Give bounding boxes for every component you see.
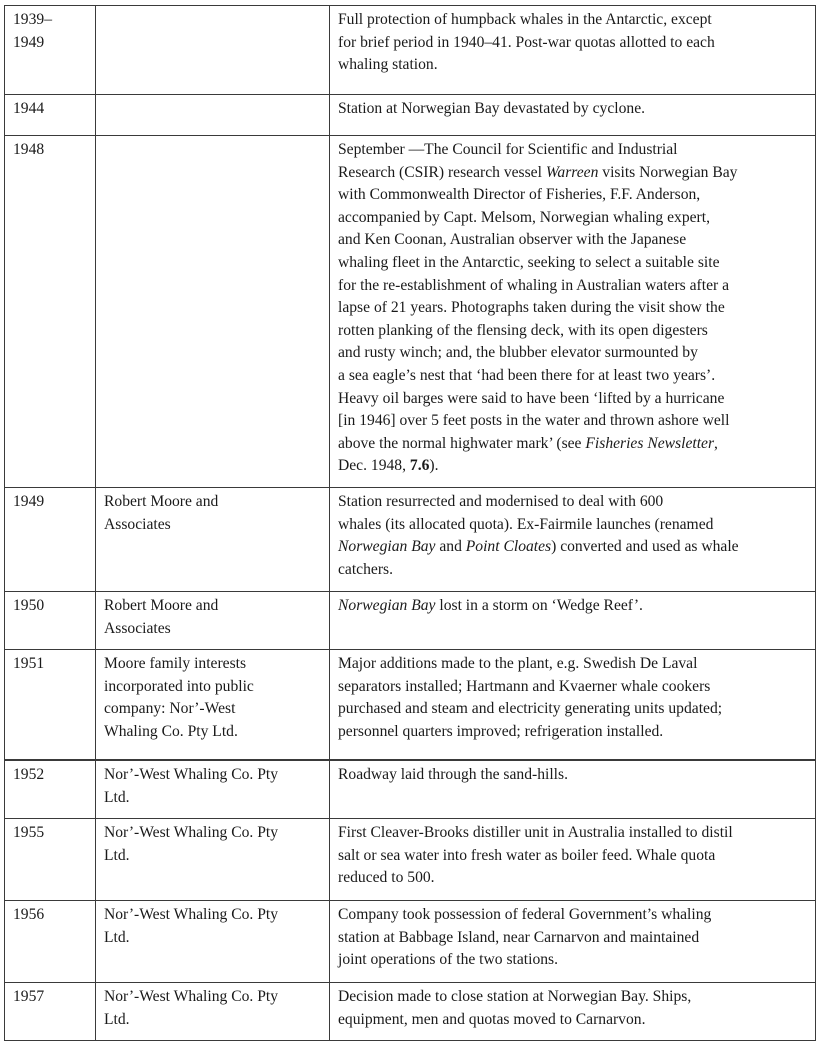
- cell-line: 1939–: [13, 11, 52, 28]
- text-run: Decision made to close station at Norwegian Bay. Ships,: [338, 988, 692, 1005]
- year-cell: [5, 901, 96, 983]
- year-cell: [5, 95, 96, 136]
- event-line: [338, 162, 807, 185]
- event-line: [338, 536, 807, 559]
- italic-text: Warreen: [545, 163, 599, 181]
- event-line: [338, 229, 807, 252]
- text-run: lapse of 21 years. Photographs taken during the visit show the: [338, 299, 725, 317]
- event-line: [338, 949, 807, 972]
- event-line: [338, 653, 807, 676]
- table-row: [5, 136, 816, 488]
- table-row: [5, 488, 816, 592]
- italic-text: Point Cloates: [465, 538, 552, 556]
- text-run: catchers.: [338, 560, 393, 578]
- cell-line: Robert Moore and: [104, 597, 219, 614]
- event-line: [338, 595, 807, 618]
- cell-line: Ltd.: [104, 928, 130, 946]
- year-cell: [5, 488, 96, 592]
- text-run: Station resurrected and modernised to deal with 600: [338, 493, 664, 510]
- chronology-table: [4, 5, 816, 1041]
- cell-line: 1948: [13, 141, 45, 158]
- chronology-page: [4, 5, 815, 1041]
- owner-cell: [96, 136, 330, 488]
- italic-text: Norwegian Bay: [338, 538, 436, 556]
- event-cell: [330, 488, 816, 592]
- event-line: [338, 297, 807, 320]
- event-cell: [330, 136, 816, 488]
- text-run: ,: [714, 434, 718, 452]
- text-run: a sea eagle’s nest that ‘had been there for at least two years’.: [338, 366, 716, 384]
- text-run: whaling station.: [338, 56, 438, 74]
- cell-line: company: Nor’-West: [104, 700, 236, 718]
- event-line: [338, 904, 807, 927]
- text-run: whales (its allocated quota). Ex-Fairmile launches (renamed: [338, 515, 714, 533]
- table-row: [5, 592, 816, 650]
- table-row: [5, 760, 816, 819]
- text-run: and Ken Coonan, Australian observer with the Japanese: [338, 231, 687, 249]
- event-line: [338, 559, 807, 582]
- event-cell: [330, 650, 816, 761]
- owner-cell: [96, 650, 330, 761]
- year-cell: [5, 650, 96, 761]
- cell-line: 1949: [13, 493, 45, 510]
- event-line: [338, 822, 807, 845]
- cell-line: Associates: [104, 515, 171, 533]
- italic-text: Fisheries Newsletter: [585, 434, 715, 452]
- text-run: Dec. 1948,: [338, 457, 410, 475]
- table-row: [5, 983, 816, 1041]
- cell-line: Ltd.: [104, 1010, 130, 1028]
- event-line: [338, 365, 807, 388]
- text-run: ).: [429, 457, 439, 475]
- event-cell: [330, 592, 816, 650]
- cell-line: 1956: [13, 906, 45, 923]
- event-line: [338, 207, 807, 230]
- event-cell: [330, 819, 816, 901]
- event-line: [338, 676, 807, 699]
- year-cell: [5, 983, 96, 1041]
- cell-line: Ltd.: [104, 846, 130, 864]
- cell-line: 1957: [13, 988, 45, 1005]
- event-line: [338, 342, 807, 365]
- table-row: [5, 901, 816, 983]
- event-cell: [330, 983, 816, 1041]
- text-run: purchased and steam and electricity generating units updated;: [338, 700, 723, 718]
- italic-text: Norwegian Bay: [338, 597, 436, 614]
- event-cell: [330, 760, 816, 819]
- text-run: rotten planking of the flensing deck, with its open digesters: [338, 321, 708, 339]
- event-line: [338, 184, 807, 207]
- table-row: [5, 6, 816, 95]
- event-line: [338, 320, 807, 343]
- event-line: [338, 867, 807, 890]
- text-run: visits Norwegian Bay: [598, 163, 738, 181]
- cell-line: 1949: [13, 33, 45, 51]
- cell-line: incorporated into public: [104, 677, 254, 695]
- event-line: [338, 698, 807, 721]
- table-row: [5, 819, 816, 901]
- cell-line: 1950: [13, 597, 45, 614]
- text-run: First Cleaver-Brooks distiller unit in Australia installed to distil: [338, 824, 733, 841]
- event-line: [338, 388, 807, 411]
- text-run: Roadway laid through the sand-hills.: [338, 766, 568, 783]
- text-run: Full protection of humpback whales in the Antarctic, except: [338, 11, 712, 28]
- text-run: accompanied by Capt. Melsom, Norwegian whaling expert,: [338, 208, 710, 226]
- text-run: for brief period in 1940–41. Post-war quotas allotted to each: [338, 33, 715, 51]
- text-run: Heavy oil barges were said to have been ‘lifted by a hurricane: [338, 389, 725, 407]
- cell-line: Moore family interests: [104, 655, 247, 672]
- event-line: [338, 252, 807, 275]
- event-cell: [330, 901, 816, 983]
- text-run: personnel quarters improved; refrigeration installed.: [338, 722, 664, 740]
- text-run: Research (CSIR) research vessel: [338, 163, 546, 181]
- event-line: [338, 845, 807, 868]
- table-row: [5, 650, 816, 761]
- text-run: joint operations of the two stations.: [338, 951, 559, 969]
- table-row: [5, 95, 816, 136]
- event-line: [338, 764, 807, 787]
- year-cell: [5, 6, 96, 95]
- event-line: [338, 986, 807, 1009]
- cell-line: Ltd.: [104, 788, 130, 806]
- owner-cell: [96, 95, 330, 136]
- year-cell: [5, 819, 96, 901]
- text-run: ) converted and used as whale: [551, 538, 739, 556]
- cell-line: Nor’-West Whaling Co. Pty: [104, 988, 279, 1005]
- owner-cell: [96, 488, 330, 592]
- event-line: [338, 1009, 807, 1032]
- text-run: salt or sea water into fresh water as boiler feed. Whale quota: [338, 846, 716, 864]
- event-line: [338, 721, 807, 744]
- event-line: [338, 9, 807, 32]
- event-line: [338, 54, 807, 77]
- text-run: [in 1946] over 5 feet posts in the water and thrown ashore well: [338, 412, 730, 430]
- text-run: station at Babbage Island, near Carnarvon and maintained: [338, 928, 700, 946]
- event-line: [338, 514, 807, 537]
- text-run: and: [435, 538, 466, 556]
- year-cell: [5, 760, 96, 819]
- owner-cell: [96, 760, 330, 819]
- cell-line: 1955: [13, 824, 45, 841]
- text-run: lost in a storm on ‘Wedge Reef’.: [435, 597, 643, 614]
- text-run: equipment, men and quotas moved to Carnarvon.: [338, 1010, 646, 1028]
- text-run: reduced to 500.: [338, 869, 435, 887]
- text-run: for the re-establishment of whaling in Australian waters after a: [338, 276, 730, 294]
- owner-cell: [96, 901, 330, 983]
- text-run: with Commonwealth Director of Fisheries, F.F. Anderson,: [338, 186, 701, 204]
- cell-line: 1951: [13, 655, 45, 672]
- text-run: above the normal highwater mark’ (see: [338, 434, 586, 452]
- event-line: [338, 275, 807, 298]
- event-line: [338, 491, 807, 514]
- event-line: [338, 927, 807, 950]
- cell-line: 1944: [13, 100, 45, 117]
- text-run: Station at Norwegian Bay devastated by cyclone.: [338, 100, 646, 117]
- year-cell: [5, 136, 96, 488]
- cell-line: 1952: [13, 766, 45, 783]
- event-cell: [330, 6, 816, 95]
- owner-cell: [96, 983, 330, 1041]
- event-line: [338, 433, 807, 456]
- owner-cell: [96, 819, 330, 901]
- cell-line: Whaling Co. Pty Ltd.: [104, 722, 238, 740]
- cell-line: Nor’-West Whaling Co. Pty: [104, 766, 279, 783]
- cell-line: Robert Moore and: [104, 493, 219, 510]
- bold-text: 7.6: [409, 457, 430, 475]
- text-run: September —The Council for Scientific and Industrial: [338, 141, 678, 158]
- cell-line: Associates: [104, 619, 171, 637]
- text-run: Company took possession of federal Government’s whaling: [338, 906, 712, 923]
- owner-cell: [96, 6, 330, 95]
- text-run: whaling fleet in the Antarctic, seeking to select a suitable site: [338, 253, 720, 271]
- text-run: separators installed; Hartmann and Kvaerner whale cookers: [338, 677, 711, 695]
- cell-line: Nor’-West Whaling Co. Pty: [104, 824, 279, 841]
- event-line: [338, 410, 807, 433]
- owner-cell: [96, 592, 330, 650]
- text-run: and rusty winch; and, the blubber elevator surmounted by: [338, 344, 698, 362]
- event-line: [338, 455, 807, 478]
- event-line: [338, 32, 807, 55]
- year-cell: [5, 592, 96, 650]
- event-cell: [330, 95, 816, 136]
- cell-line: Nor’-West Whaling Co. Pty: [104, 906, 279, 923]
- event-line: [338, 139, 807, 162]
- text-run: Major additions made to the plant, e.g. Swedish De Laval: [338, 655, 698, 672]
- event-line: [338, 98, 807, 121]
